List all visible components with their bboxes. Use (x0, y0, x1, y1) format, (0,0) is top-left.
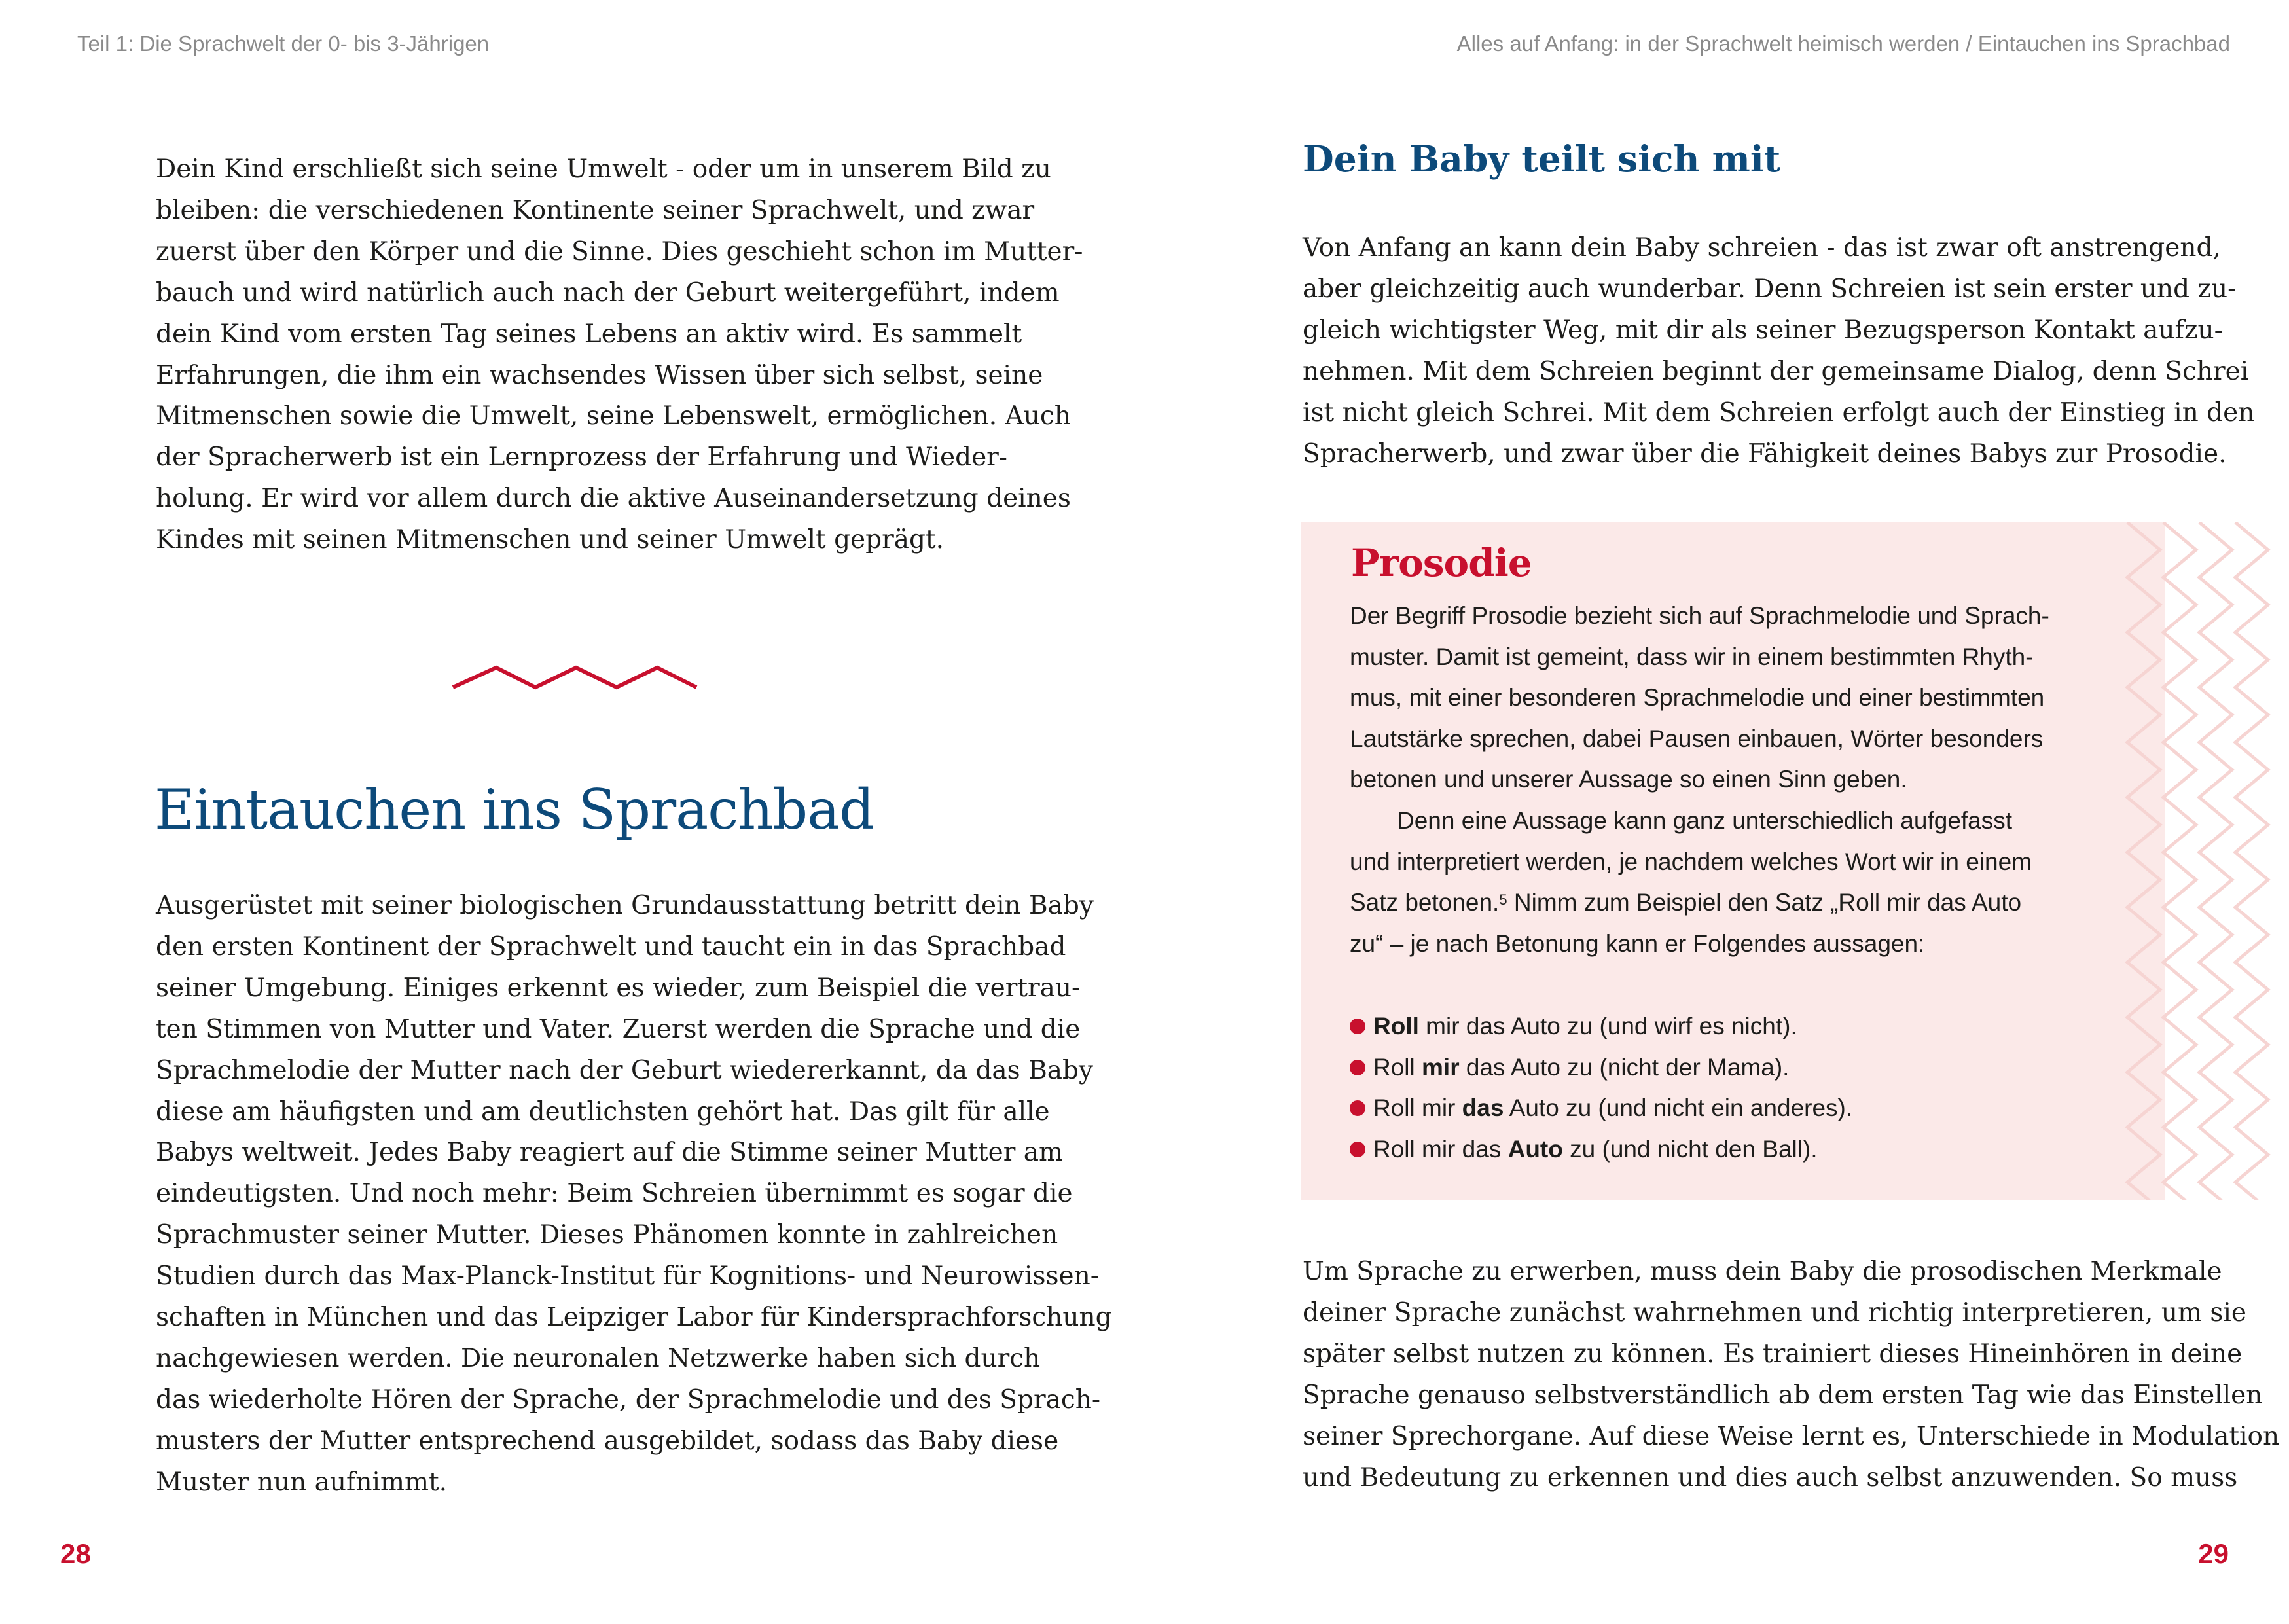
text-line: holung. Er wird vor allem durch die aktive Auseinandersetzung deines (156, 484, 1071, 514)
text-line: und Bedeutung zu erkennen und dies auch selbst anzuwenden. So muss (1303, 1462, 2238, 1492)
text-line: ten Stimmen von Mutter und Vater. Zuerst werden die Sprache und die (156, 1014, 1081, 1044)
text-line: den ersten Kontinent der Sprachwelt und taucht ein in das Sprachbad (156, 931, 1066, 962)
text-line: nachgewiesen werden. Die neuronalen Netzwerke haben sich durch (156, 1343, 1041, 1373)
running-head-left: Teil 1: Die Sprachwelt der 0- bis 3-Jährigen (77, 31, 490, 56)
text-line: Denn eine Aussage kann ganz unterschiedlich aufgefasst (1397, 806, 2013, 834)
text-line: Dein Kind erschließt sich seine Umwelt - oder um in unserem Bild zu (156, 154, 1051, 184)
list-item (1350, 1088, 1852, 1129)
text-line: Mitmenschen sowie die Umwelt, seine Lebenswelt, ermöglichen. Auch (156, 401, 1071, 431)
text-line: Spracherwerb, und zwar über die Fähigkeit deines Babys zur Prosodie. (1303, 439, 2227, 469)
text-line: Kindes mit seinen Mitmenschen und seiner Umwelt geprägt. (156, 525, 945, 555)
text-line: der Spracherwerb ist ein Lernprozess der Erfahrung und Wieder- (156, 442, 1007, 473)
text-line: eindeutigsten. Und noch mehr: Beim Schreien übernimmt es sogar die (156, 1179, 1073, 1209)
section-heading: Eintauchen ins Sprachbad (154, 778, 874, 842)
text-line: musters der Mutter entsprechend ausgebildet, sodass das Baby diese (156, 1426, 1059, 1456)
bullet-dot-icon (1350, 1142, 1365, 1157)
text-line (1350, 882, 2122, 924)
bullet-dot-icon (1350, 1060, 1365, 1075)
right-body-paragraph (1303, 1252, 2280, 1498)
footnote-marker[interactable]: 5 (1499, 892, 1507, 909)
list-item (1350, 1129, 1852, 1170)
right-intro-paragraph (1303, 228, 2255, 475)
text-line: Sprache genauso selbstverständlich ab dem ersten Tag wie das Einstellen (1303, 1380, 2263, 1410)
page-number-left: 28 (60, 1538, 91, 1569)
text-line: Babys weltweit. Jedes Baby reagiert auf die Stimme seiner Mutter am (156, 1138, 1063, 1168)
list-item (1350, 1006, 1852, 1047)
list-item-emphasis: das (1462, 1094, 1504, 1122)
list-item-pre: Roll mir (1373, 1094, 1462, 1122)
text-line: ist nicht gleich Schrei. Mit dem Schreien erfolgt auch der Einstieg in den (1303, 397, 2255, 427)
text-fragment: Satz betonen. (1350, 889, 1500, 916)
text-line: betonen und unserer Aussage so einen Sinn geben. (1350, 766, 1907, 793)
text-line: Um Sprache zu erwerben, muss dein Baby die prosodischen Merkmale (1303, 1257, 2222, 1286)
text-line: muster. Damit ist gemeint, dass wir in einem bestimmten Rhyth- (1350, 643, 2034, 670)
text-line: das wiederholte Hören der Sprache, der Sprachmelodie und des Sprach- (156, 1384, 1101, 1415)
bullet-dot-icon (1350, 1100, 1365, 1116)
text-line: diese am häufigsten und am deutlichsten gehört hat. Das gilt für alle (156, 1096, 1050, 1127)
list-item (1350, 1047, 1852, 1089)
list-item-emphasis: Roll (1373, 1013, 1419, 1040)
left-body-paragraph (156, 886, 1112, 1504)
text-line: Erfahrungen, die ihm ein wachsendes Wissen über sich selbst, seine (156, 360, 1043, 390)
text-line: nehmen. Mit dem Schreien beginnt der gemeinsame Dialog, denn Schrei (1303, 356, 2249, 386)
list-item-post: mir das Auto zu (und wirf es nicht). (1418, 1013, 1797, 1040)
text-line: Lautstärke sprechen, dabei Pausen einbauen, Wörter besonders (1350, 725, 2044, 752)
left-intro-paragraph (156, 149, 1083, 561)
text-line: deiner Sprache zunächst wahrnehmen und richtig interpretieren, um sie (1303, 1297, 2246, 1327)
text-line: aber gleichzeitig auch wunderbar. Denn Schreien ist sein erster und zu- (1303, 274, 2237, 304)
text-line: bauch und wird natürlich auch nach der Geburt weitergeführt, indem (156, 278, 1060, 308)
infobox-title: Prosodie (1351, 541, 1532, 585)
text-line: später selbst nutzen zu können. Es trainiert dieses Hineinhören in deine (1303, 1339, 2243, 1369)
text-line: seiner Umgebung. Einiges erkennt es wieder, zum Beispiel die vertrau- (156, 973, 1081, 1003)
text-line: Studien durch das Max-Planck-Institut für Kognitions- und Neurowissen- (156, 1261, 1099, 1291)
text-fragment: Nimm zum Beispiel den Satz „Roll mir das Auto (1507, 889, 2022, 916)
page-number-right: 29 (2198, 1538, 2229, 1569)
text-line: Der Begriff Prosodie bezieht sich auf Sprachmelodie und Sprach- (1350, 602, 2049, 629)
zigzag-divider (450, 661, 699, 690)
running-head-right: Alles auf Anfang: in der Sprachwelt heimisch werden / Eintauchen ins Sprachbad (1456, 31, 2230, 56)
chevron-pattern-decoration (2121, 522, 2278, 1200)
text-line: gleich wichtigster Weg, mit dir als seiner Bezugsperson Kontakt aufzu- (1303, 315, 2223, 345)
text-line: Ausgerüstet mit seiner biologischen Grundausstattung betritt dein Baby (156, 891, 1094, 920)
text-line: Sprachmuster seiner Mutter. Dieses Phänomen konnte in zahlreichen (156, 1220, 1058, 1250)
text-line: seiner Sprechorgane. Auf diese Weise lernt es, Unterschiede in Modulation (1303, 1421, 2280, 1451)
text-line: Muster nun aufnimmt. (156, 1467, 448, 1497)
list-item-emphasis: mir (1422, 1053, 1460, 1081)
infobox-text (1350, 596, 2122, 964)
list-item-post: Auto zu (und nicht ein anderes). (1504, 1094, 1853, 1122)
emphasis-example-list (1350, 1006, 1852, 1170)
list-item-pre: Roll mir das (1373, 1136, 1508, 1163)
list-item-emphasis: Auto (1507, 1136, 1563, 1163)
text-line: Von Anfang an kann dein Baby schreien - das ist zwar oft anstrengend, (1303, 233, 2221, 262)
list-item-post: zu (und nicht den Ball). (1562, 1136, 1818, 1163)
text-line: mus, mit einer besonderen Sprachmelodie und einer bestimmten (1350, 684, 2045, 712)
text-line: Sprachmelodie der Mutter nach der Geburt wiedererkannt, da das Baby (156, 1055, 1093, 1085)
bullet-dot-icon (1350, 1019, 1365, 1034)
text-line: und interpretiert werden, je nachdem welches Wort wir in einem (1350, 848, 2032, 875)
text-line: dein Kind vom ersten Tag seines Lebens an aktiv wird. Es sammelt (156, 319, 1022, 349)
text-line: zu“ – je nach Betonung kann er Folgendes aussagen: (1350, 929, 1925, 957)
text-line: zuerst über den Körper und die Sinne. Dies geschieht schon im Mutter- (156, 236, 1083, 266)
list-item-pre: Roll (1373, 1053, 1422, 1081)
text-line: bleiben: die verschiedenen Kontinente seiner Sprachwelt, und zwar (156, 195, 1035, 225)
list-item-post: das Auto zu (nicht der Mama). (1459, 1053, 1790, 1081)
text-line: schaften in München und das Leipziger Labor für Kindersprachforschung (156, 1303, 1112, 1333)
subsection-heading: Dein Baby teilt sich mit (1303, 137, 1781, 180)
